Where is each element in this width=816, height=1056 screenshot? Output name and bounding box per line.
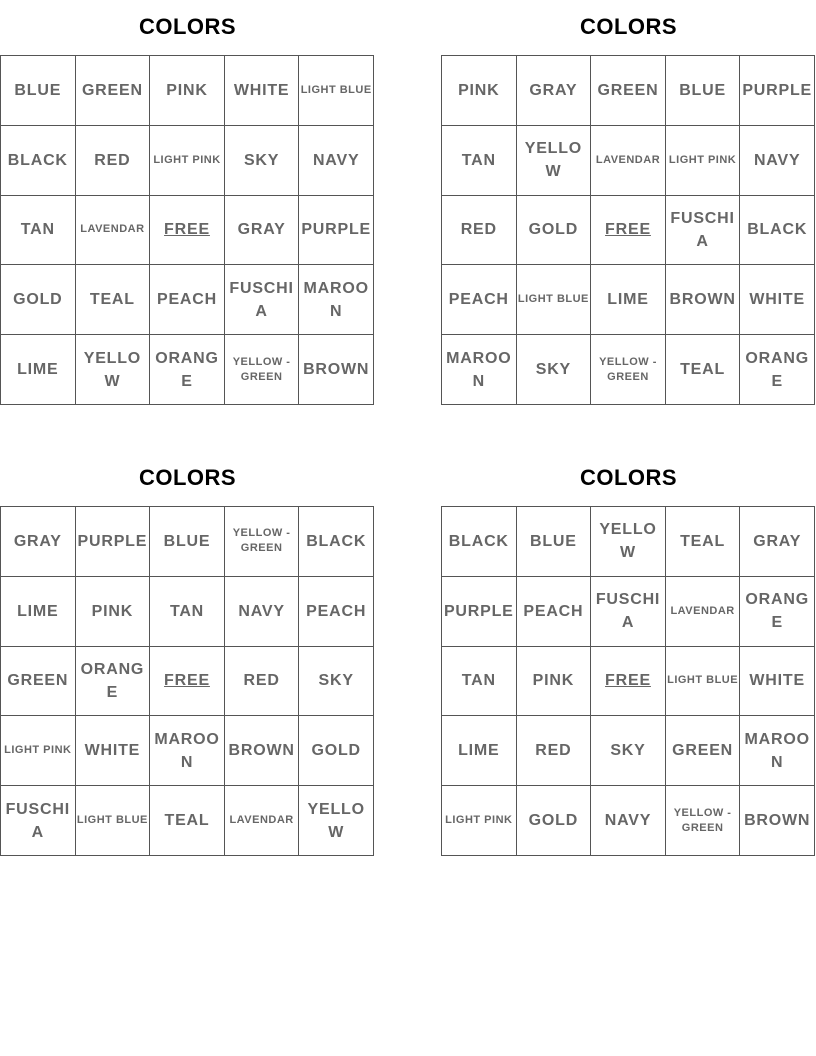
bingo-cell: LIME: [442, 716, 517, 786]
card-title: COLORS: [138, 465, 237, 490]
card-title: COLORS: [579, 465, 678, 490]
bingo-cell: BROWN: [299, 335, 374, 405]
card-title: COLORS: [579, 14, 678, 39]
bingo-cell: PEACH: [299, 577, 374, 647]
bingo-cell: GRAY: [225, 196, 300, 266]
bingo-cell: WHITE: [740, 265, 815, 335]
free-space-cell: FREE: [591, 196, 666, 266]
bingo-cell: YELLOW - GREEN: [666, 786, 741, 856]
bingo-cell: PINK: [76, 577, 151, 647]
bingo-cell: LIME: [1, 577, 76, 647]
bingo-cell: LIGHT BLUE: [76, 786, 151, 856]
bingo-cell: ORANGE: [150, 335, 225, 405]
free-space-cell: FREE: [150, 647, 225, 717]
bingo-cell: GREEN: [76, 56, 151, 126]
bingo-cell: YELLOW: [517, 126, 592, 196]
bingo-cell: FUSCHIA: [591, 577, 666, 647]
bingo-cell: LAVENDAR: [225, 786, 300, 856]
bingo-cell: SKY: [225, 126, 300, 196]
bingo-cell: TAN: [442, 126, 517, 196]
bingo-cell: YELLOW - GREEN: [225, 335, 300, 405]
bingo-cell: YELLOW - GREEN: [591, 335, 666, 405]
bingo-cell: PURPLE: [76, 507, 151, 577]
bingo-cell: LIGHT PINK: [1, 716, 76, 786]
bingo-cell: BLUE: [150, 507, 225, 577]
free-space-cell: FREE: [591, 647, 666, 717]
bingo-cell: MAROON: [740, 716, 815, 786]
bingo-cell: TEAL: [150, 786, 225, 856]
bingo-cell: TAN: [150, 577, 225, 647]
bingo-cell: WHITE: [76, 716, 151, 786]
bingo-cell: PURPLE: [299, 196, 374, 266]
bingo-cell: LIGHT BLUE: [517, 265, 592, 335]
bingo-cell: GOLD: [517, 196, 592, 266]
bingo-grid: [441, 506, 815, 856]
bingo-grid: [0, 506, 374, 856]
bingo-cell: BLACK: [1, 126, 76, 196]
bingo-cell: PEACH: [442, 265, 517, 335]
bingo-cell: WHITE: [225, 56, 300, 126]
bingo-cell: MAROON: [150, 716, 225, 786]
bingo-cell: NAVY: [740, 126, 815, 196]
bingo-cell: BLACK: [442, 507, 517, 577]
bingo-cell: RED: [76, 126, 151, 196]
bingo-cell: LAVENDAR: [76, 196, 151, 266]
bingo-cell: MAROON: [299, 265, 374, 335]
bingo-cell: GOLD: [517, 786, 592, 856]
bingo-cell: RED: [225, 647, 300, 717]
bingo-cell: RED: [442, 196, 517, 266]
bingo-cell: BROWN: [666, 265, 741, 335]
bingo-cell: LIME: [591, 265, 666, 335]
bingo-cell: GRAY: [740, 507, 815, 577]
bingo-cell: FUSCHIA: [225, 265, 300, 335]
bingo-cell: WHITE: [740, 647, 815, 717]
bingo-cell: PEACH: [150, 265, 225, 335]
bingo-cell: PURPLE: [442, 577, 517, 647]
bingo-cell: PURPLE: [740, 56, 815, 126]
bingo-cell: BLACK: [740, 196, 815, 266]
bingo-cell: NAVY: [225, 577, 300, 647]
bingo-cell: GREEN: [1, 647, 76, 717]
bingo-cell: NAVY: [591, 786, 666, 856]
bingo-cell: GREEN: [591, 56, 666, 126]
bingo-cell: GRAY: [517, 56, 592, 126]
bingo-cell: MAROON: [442, 335, 517, 405]
bingo-cell: YELLOW: [299, 786, 374, 856]
bingo-cell: LIGHT PINK: [150, 126, 225, 196]
bingo-cell: TEAL: [76, 265, 151, 335]
bingo-grid: [441, 55, 815, 405]
bingo-cell: LAVENDAR: [666, 577, 741, 647]
bingo-cell: LIGHT BLUE: [666, 647, 741, 717]
bingo-cell: TAN: [442, 647, 517, 717]
bingo-cell: GRAY: [1, 507, 76, 577]
bingo-cell: PEACH: [517, 577, 592, 647]
bingo-cell: TAN: [1, 196, 76, 266]
free-space-cell: FREE: [150, 196, 225, 266]
bingo-cell: RED: [517, 716, 592, 786]
bingo-cell: BROWN: [740, 786, 815, 856]
bingo-cell: LIGHT BLUE: [299, 56, 374, 126]
bingo-cell: BROWN: [225, 716, 300, 786]
bingo-cell: LIGHT PINK: [442, 786, 517, 856]
bingo-cell: GOLD: [1, 265, 76, 335]
bingo-cell: PINK: [517, 647, 592, 717]
bingo-cell: TEAL: [666, 507, 741, 577]
bingo-cell: LIME: [1, 335, 76, 405]
bingo-cell: ORANGE: [740, 577, 815, 647]
bingo-grid: [0, 55, 374, 405]
bingo-cell: PINK: [442, 56, 517, 126]
bingo-cell: BLUE: [517, 507, 592, 577]
bingo-cell: LIGHT PINK: [666, 126, 741, 196]
bingo-cell: LAVENDAR: [591, 126, 666, 196]
bingo-cell: ORANGE: [740, 335, 815, 405]
bingo-cell: BLUE: [1, 56, 76, 126]
bingo-cell: GREEN: [666, 716, 741, 786]
card-title: COLORS: [138, 14, 237, 39]
bingo-cell: SKY: [591, 716, 666, 786]
bingo-cell: PINK: [150, 56, 225, 126]
bingo-cell: GOLD: [299, 716, 374, 786]
bingo-cell: FUSCHIA: [666, 196, 741, 266]
bingo-cell: FUSCHIA: [1, 786, 76, 856]
bingo-cell: BLUE: [666, 56, 741, 126]
bingo-cell: NAVY: [299, 126, 374, 196]
bingo-cell: YELLOW: [591, 507, 666, 577]
bingo-cell: ORANGE: [76, 647, 151, 717]
bingo-cell: SKY: [517, 335, 592, 405]
bingo-cell: BLACK: [299, 507, 374, 577]
bingo-cell: YELLOW - GREEN: [225, 507, 300, 577]
bingo-cell: SKY: [299, 647, 374, 717]
bingo-cell: TEAL: [666, 335, 741, 405]
bingo-cell: YELLOW: [76, 335, 151, 405]
